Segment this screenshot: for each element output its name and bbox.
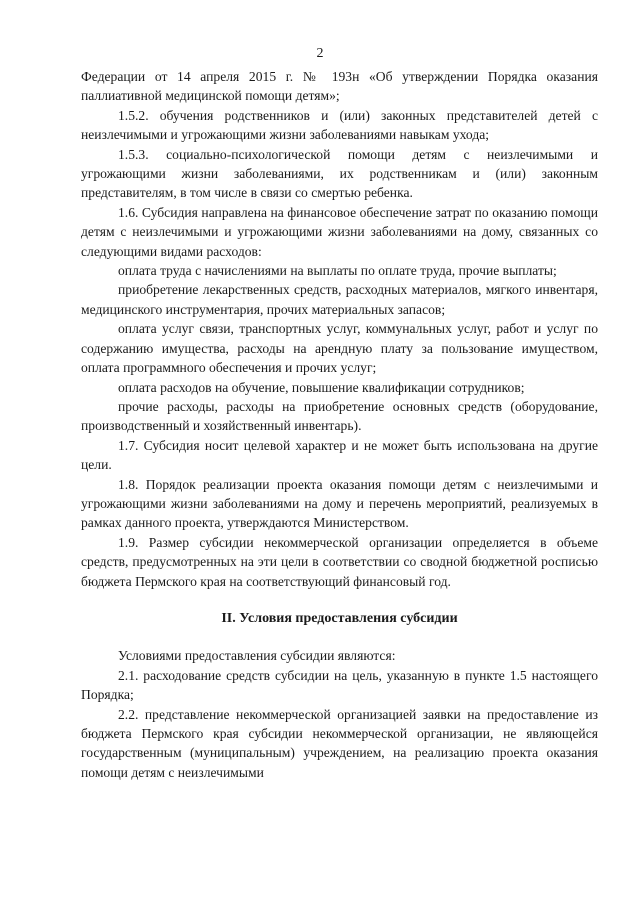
- expense-item-services: оплата услуг связи, транспортных услуг, коммунальных услуг, работ и услуг по содержанию имущества, расходы на арендную плату за пользование имуществом, оплата программного обеспечения и прочих услуг;: [81, 321, 598, 376]
- paragraph-1-7: 1.7. Субсидия носит целевой характер и не может быть использована на другие цели.: [81, 437, 598, 473]
- section-heading: II. Условия предоставления субсидии: [221, 610, 458, 626]
- page-number: 2: [316, 46, 324, 61]
- paragraph-continuation: Федерации от 14 апреля 2015 г. № 193н «Об утверждении Порядка оказания паллиативной медицинской помощи детям»;: [81, 69, 598, 104]
- paragraph-2-1: 2.1. расходование средств субсидии на цель, указанную в пункте 1.5 настоящего Порядка;: [81, 667, 598, 703]
- paragraph-1-6: 1.6. Субсидия направлена на финансовое обеспечение затрат по оказанию помощи детям с неизлечимыми и угрожающими жизни заболеваниями на дому, связанных со следующими видами расходов:: [81, 204, 598, 259]
- expense-item-other: прочие расходы, расходы на приобретение основных средств (оборудование, производственный и хозяйственный инвентарь).: [81, 398, 598, 434]
- expense-item-training: оплата расходов на обучение, повышение квалификации сотрудников;: [118, 379, 525, 395]
- paragraph-1-5-2: 1.5.2. обучения родственников и (или) законных представителей детей с неизлечимыми и угрожающими жизни заболеваниями навыкам ухода;: [81, 107, 598, 143]
- paragraph-1-5-3: 1.5.3. социально-психологической помощи детям с неизлечимыми и угрожающими жизни заболеваниями, их родственникам и (или) законным представителям, в том числе в связи со смертью ребенка.: [81, 146, 598, 201]
- document-body: [81, 67, 598, 782]
- paragraph-1-9: 1.9. Размер субсидии некоммерческой организации определяется в объеме средств, предусмотренных на эти цели в соответствии со сводной бюджетной росписью бюджета Пермского края на соответствующий финансовый год.: [81, 534, 598, 589]
- expense-item-salary: оплата труда с начислениями на выплаты по оплате труда, прочие выплаты;: [118, 263, 557, 279]
- paragraph-1-8: 1.8. Порядок реализации проекта оказания помощи детям с неизлечимыми и угрожающими жизни заболеваниями на дому и перечень мероприятий, реализуемых в рамках данного проекта, утверждаются Министерством.: [81, 476, 598, 531]
- expense-item-medicines: приобретение лекарственных средств, расходных материалов, мягкого инвентаря, медицинского инструментария, прочих материальных запасов;: [81, 282, 598, 317]
- paragraph-conditions-intro: Условиями предоставления субсидии являются:: [118, 648, 396, 664]
- paragraph-2-2: 2.2. представление некоммерческой организацией заявки на предоставление из бюджета Пермского края субсидии некоммерческой организации, не являющейся государственным (муниципальным) учреждением, на реализацию проекта оказания помощи детям с неизлечимыми: [81, 706, 598, 780]
